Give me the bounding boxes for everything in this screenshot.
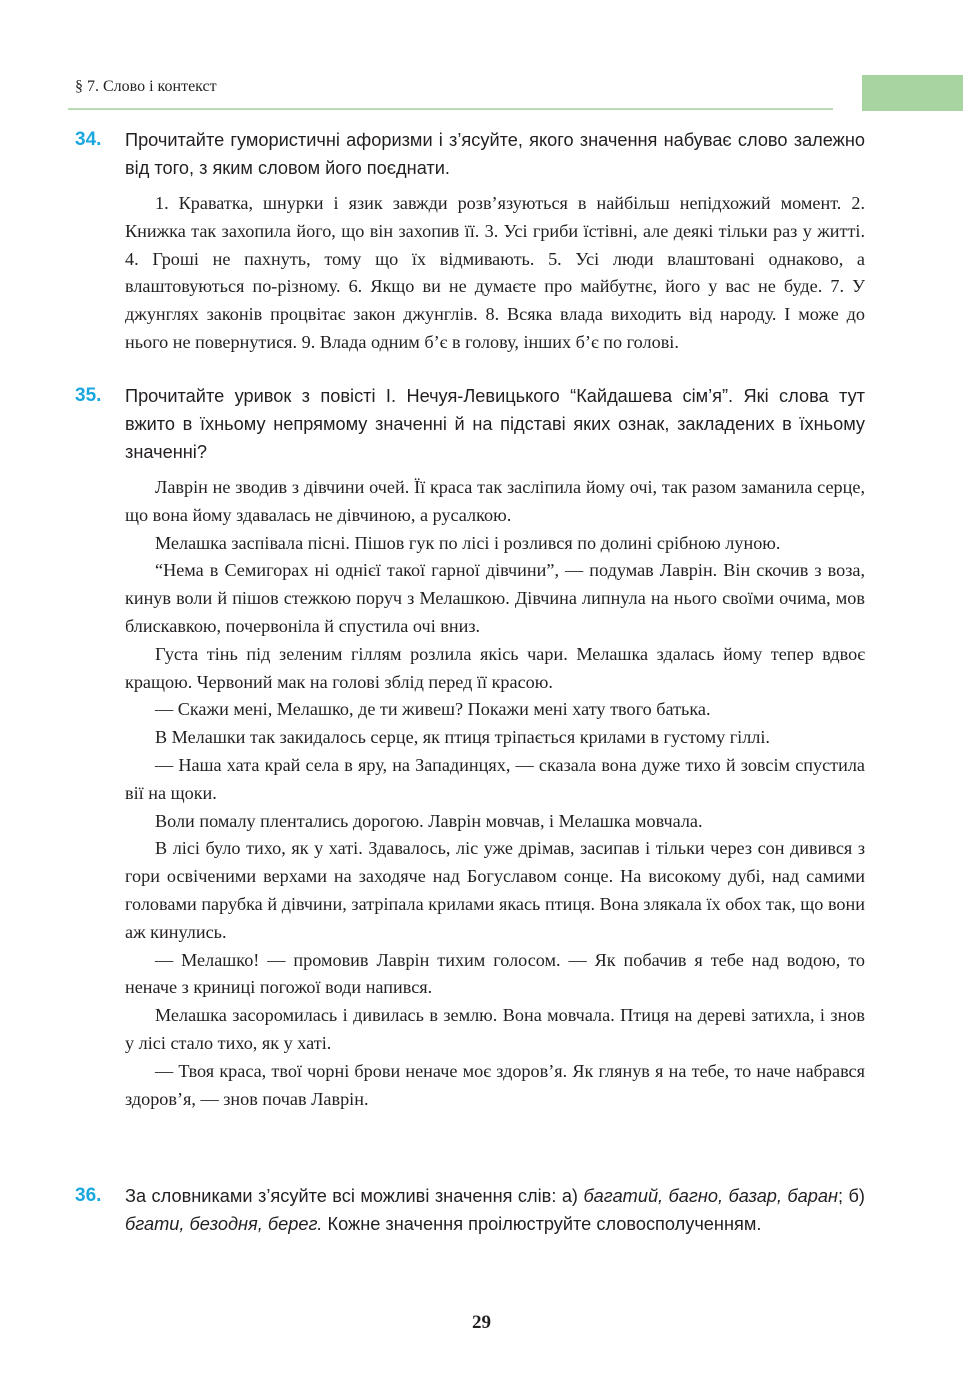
task-question: Прочитайте уривок з повісті І. Нечуя-Левицького “Кайдашева сім’я”. Які слова тут вжито в їхньому непрямому значенні й на підставі яких ознак, закладених в їхньому значенні? bbox=[125, 386, 865, 462]
page-number: 29 bbox=[472, 1312, 491, 1333]
excerpt-paragraph: Воли помалу плентались дорогою. Лаврін мовчав, і Мелашка мовчала. bbox=[155, 810, 703, 831]
header-rule bbox=[68, 108, 833, 110]
task-question: Прочитайте гумористичні афоризми і з’ясуйте, якого значення набуває слово залежно від того, з яким словом його поєднати. bbox=[125, 130, 865, 178]
question-text: Кожне значення проілюструйте словосполученням. bbox=[322, 1214, 762, 1234]
task-number: 35. bbox=[75, 385, 102, 406]
section-tab bbox=[862, 75, 963, 111]
task-number: 36. bbox=[75, 1185, 102, 1206]
excerpt-paragraph: — Мелашко! — промовив Лаврін тихим голосом. — Як побачив я тебе над водою, то неначе з криниці погожої води напився. bbox=[125, 949, 865, 998]
excerpt-paragraph: Густа тінь під зеленим гіллям розлила якісь чари. Мелашка здалась йому тепер вдвоє кращою. Червоний мак на голові зблід перед її красою. bbox=[125, 643, 865, 692]
excerpt-paragraph: Мелашка заспівала пісні. Пішов гук по лісі і розлився по долині срібною луною. bbox=[155, 532, 781, 553]
excerpt-paragraph: — Твоя краса, твої чорні брови неначе моє здоров’я. Як глянув я на тебе, то наче набрався здоров’я, — знов почав Лаврін. bbox=[125, 1060, 865, 1109]
words-group-a: багатий, багно, базар, баран bbox=[583, 1186, 839, 1206]
excerpt-paragraph: — Скажи мені, Мелашко, де ти живеш? Покажи мені хату твого батька. bbox=[155, 699, 711, 720]
task-35 bbox=[75, 382, 865, 1113]
words-group-b: бгати, безодня, берег. bbox=[125, 1214, 323, 1234]
excerpt-paragraph: Лаврін не зводив з дівчини очей. Її краса так засліпила йому очі, так разом заманила серце, що вона йому здавалась не дівчиною, а русалкою. bbox=[125, 477, 865, 525]
excerpt-paragraph: “Нема в Семигорах ні однієї такої гарної дівчини”, — подумав Лаврін. Він скочив з воза, кинув воли й пішов стежкою поруч з Мелашкою. Дівчина липнула на нього своїми очима, мов блискавкою, почервоніла й спустила очі вниз. bbox=[125, 560, 865, 636]
task-number: 34. bbox=[75, 129, 102, 150]
section-header: § 7. Слово і контекст bbox=[75, 78, 217, 95]
excerpt-paragraph: Мелашка засоромилась і дивилась в землю. Вона мовчала. Птиця на дереві затихла, і знов у лісі стало тихо, як у хаті. bbox=[125, 1005, 865, 1053]
excerpt-paragraph: В Мелашки так закидалось серце, як птиця тріпається крилами в густому гіллі. bbox=[155, 727, 770, 748]
task-text bbox=[125, 190, 865, 357]
excerpt-paragraph: — Наша хата край села в яру, на Западинцях, — сказала вона дуже тихо й зовсім спустила вії на щоки. bbox=[125, 754, 865, 803]
task-question bbox=[125, 1182, 865, 1238]
question-text: За словниками з’ясуйте всі можливі значення слів: а) bbox=[125, 1186, 584, 1206]
excerpt-paragraph: В лісі було тихо, як у хаті. Здавалось, ліс уже дрімав, засипав і тільки через сон дивився з гори освіченими верхами на заходяче над Богуславом сонце. На високому дубі, над самими головами парубка й дівчини, затріпала крилами якась птиця. Вона злякала їх обох так, що вони аж кинулись. bbox=[125, 838, 865, 942]
excerpt bbox=[125, 474, 865, 1113]
aphorisms-paragraph: 1. Краватка, шнурки і язик завжди розв’язуються в найбільш непідхожий момент. 2. Книжка так захопила його, що він захопив її. 3. Усі гриби їстівні, але деякі тільки раз у житті. 4. Гроші не пахнуть, тому що їх відмивають. 5. Усі люди влаштовані однаково, а влаштовуються по-різному. 6. Якщо ви не думаєте про майбутнє, його у вас не буде. 7. У джунглях законів процвітає закон джунглів. 8. Всяка влада виходить від народу. І може до нього не повернутися. 9. Влада одним б’є в голову, інших б’є по голові. bbox=[125, 193, 865, 352]
task-36 bbox=[75, 1182, 865, 1238]
task-34 bbox=[75, 126, 865, 357]
question-text: ; б) bbox=[838, 1186, 865, 1206]
